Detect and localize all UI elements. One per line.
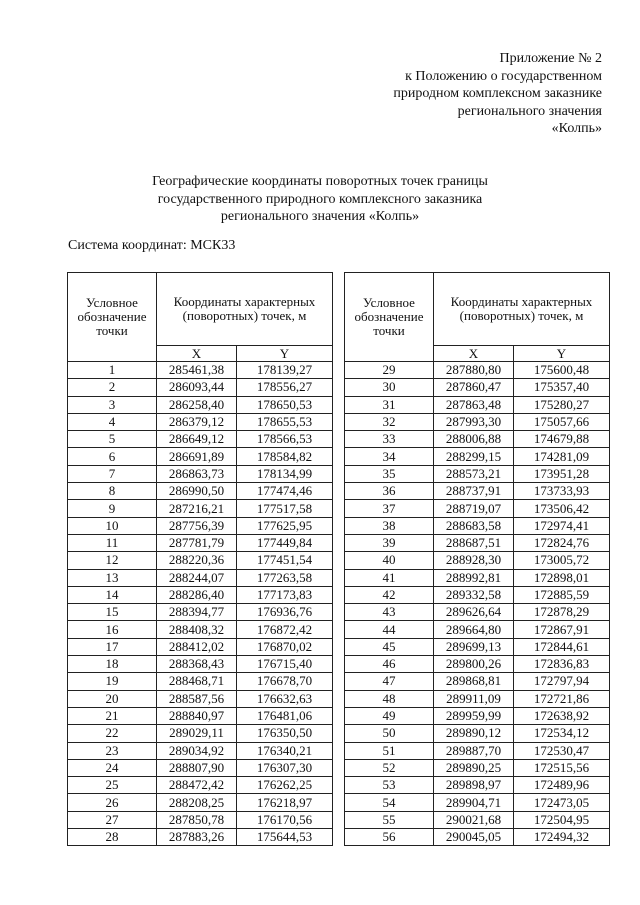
y-coordinate-cell: 176340,21	[237, 742, 333, 759]
point-number-cell: 6	[68, 448, 157, 465]
x-coordinate-cell: 288928,30	[434, 552, 514, 569]
x-coordinate-cell: 289699,13	[434, 638, 514, 655]
appendix-heading	[393, 50, 602, 138]
table-row	[68, 500, 333, 517]
y-coordinate-cell: 172721,86	[514, 690, 610, 707]
x-coordinate-cell: 288468,71	[157, 673, 237, 690]
point-number-cell: 40	[345, 552, 434, 569]
point-number-cell: 27	[68, 811, 157, 828]
y-coordinate-cell: 176350,50	[237, 725, 333, 742]
table-row	[68, 759, 333, 776]
x-coordinate-cell: 288244,07	[157, 569, 237, 586]
y-coordinate-cell: 176872,42	[237, 621, 333, 638]
point-number-cell: 23	[68, 742, 157, 759]
table-row	[345, 794, 610, 811]
point-number-cell: 52	[345, 759, 434, 776]
table-row	[345, 777, 610, 794]
point-number-cell: 9	[68, 500, 157, 517]
table-row	[345, 448, 610, 465]
x-coordinate-cell: 288220,36	[157, 552, 237, 569]
point-number-cell: 5	[68, 431, 157, 448]
table-row	[345, 759, 610, 776]
point-number-cell: 37	[345, 500, 434, 517]
point-number-cell: 32	[345, 413, 434, 430]
x-coordinate-cell: 288992,81	[434, 569, 514, 586]
table-row	[345, 500, 610, 517]
x-coordinate-cell: 287860,47	[434, 379, 514, 396]
point-number-cell: 16	[68, 621, 157, 638]
appendix-line: «Колпь»	[551, 121, 602, 136]
y-coordinate-cell: 176218,97	[237, 794, 333, 811]
y-coordinate-cell: 172797,94	[514, 673, 610, 690]
y-coordinate-cell: 172844,61	[514, 638, 610, 655]
table-row	[68, 777, 333, 794]
appendix-line: к Положению о государственном	[405, 68, 602, 84]
y-coordinate-cell: 172489,96	[514, 777, 610, 794]
x-coordinate-cell: 289029,11	[157, 725, 237, 742]
x-coordinate-cell: 288807,90	[157, 759, 237, 776]
y-coordinate-cell: 173005,72	[514, 552, 610, 569]
table-row	[345, 621, 610, 638]
x-coordinate-cell: 289664,80	[434, 621, 514, 638]
point-number-cell: 49	[345, 707, 434, 724]
y-coordinate-cell: 177451,54	[237, 552, 333, 569]
x-coordinate-cell: 288368,43	[157, 656, 237, 673]
x-coordinate-cell: 288286,40	[157, 586, 237, 603]
x-coordinate-cell: 287216,21	[157, 500, 237, 517]
point-number-cell: 42	[345, 586, 434, 603]
appendix-line: Приложение № 2	[499, 51, 602, 66]
point-number-cell: 33	[345, 431, 434, 448]
table-row	[68, 621, 333, 638]
y-coordinate-cell: 177474,46	[237, 483, 333, 500]
table-row	[345, 656, 610, 673]
point-number-cell: 10	[68, 517, 157, 534]
x-coordinate-cell: 286649,12	[157, 431, 237, 448]
y-coordinate-cell: 178655,53	[237, 413, 333, 430]
table-row	[68, 362, 333, 379]
x-coordinate-cell: 288840,97	[157, 707, 237, 724]
point-number-cell: 1	[68, 362, 157, 379]
coords-column-header: Координаты характерных (поворотных) точек, м	[157, 273, 333, 346]
y-coordinate-cell: 172473,05	[514, 794, 610, 811]
y-coordinate-cell: 172504,95	[514, 811, 610, 828]
x-coordinate-cell: 289959,99	[434, 707, 514, 724]
point-number-cell: 45	[345, 638, 434, 655]
y-coordinate-cell: 172494,32	[514, 829, 610, 846]
appendix-line: природном комплексном заказнике	[393, 86, 602, 101]
point-number-cell: 34	[345, 448, 434, 465]
table-row	[345, 517, 610, 534]
point-number-cell: 44	[345, 621, 434, 638]
y-coordinate-cell: 172515,56	[514, 759, 610, 776]
table-row	[345, 362, 610, 379]
x-coordinate-cell: 289868,81	[434, 673, 514, 690]
table-row	[345, 379, 610, 396]
table-row	[345, 707, 610, 724]
table-row	[345, 604, 610, 621]
point-column-header: Условное обозначение точки	[68, 273, 157, 362]
point-number-cell: 56	[345, 829, 434, 846]
table-row	[68, 586, 333, 603]
y-coordinate-cell: 176170,56	[237, 811, 333, 828]
y-coordinate-cell: 173506,42	[514, 500, 610, 517]
x-coordinate-cell: 288299,15	[434, 448, 514, 465]
table-row	[345, 483, 610, 500]
point-number-cell: 13	[68, 569, 157, 586]
table-row	[345, 829, 610, 846]
table-row	[68, 604, 333, 621]
point-number-cell: 11	[68, 534, 157, 551]
table-row	[68, 379, 333, 396]
x-coordinate-cell: 288573,21	[434, 465, 514, 482]
x-coordinate-cell: 288472,42	[157, 777, 237, 794]
table-row	[68, 690, 333, 707]
x-coordinate-cell: 287781,79	[157, 534, 237, 551]
x-coordinate-cell: 288719,07	[434, 500, 514, 517]
point-number-cell: 43	[345, 604, 434, 621]
point-number-cell: 22	[68, 725, 157, 742]
point-number-cell: 38	[345, 517, 434, 534]
y-coordinate-cell: 175280,27	[514, 396, 610, 413]
point-number-cell: 53	[345, 777, 434, 794]
y-coordinate-cell: 174679,88	[514, 431, 610, 448]
y-coordinate-cell: 177449,84	[237, 534, 333, 551]
y-coordinate-cell: 176870,02	[237, 638, 333, 655]
table-row	[68, 725, 333, 742]
table-row	[68, 707, 333, 724]
table-row	[68, 638, 333, 655]
table-row	[345, 638, 610, 655]
appendix-line: регионального значения	[457, 103, 602, 119]
x-coordinate-cell: 289890,25	[434, 759, 514, 776]
x-coordinate-cell: 286990,50	[157, 483, 237, 500]
x-coordinate-cell: 288683,58	[434, 517, 514, 534]
table-row	[68, 742, 333, 759]
table-row	[68, 811, 333, 828]
table-row	[345, 690, 610, 707]
table-row	[345, 742, 610, 759]
coordinates-table-left	[67, 272, 333, 846]
coordinate-system-label: Система координат: МСК33	[68, 238, 236, 253]
x-coordinate-cell: 289332,58	[434, 586, 514, 603]
y-coordinate-cell: 178566,53	[237, 431, 333, 448]
y-coordinate-cell: 172530,47	[514, 742, 610, 759]
y-coordinate-cell: 176481,06	[237, 707, 333, 724]
x-coordinate-cell: 288208,25	[157, 794, 237, 811]
table-row	[68, 656, 333, 673]
x-coordinate-cell: 289887,70	[434, 742, 514, 759]
table-row	[345, 811, 610, 828]
x-coordinate-cell: 288408,32	[157, 621, 237, 638]
y-coordinate-cell: 176715,40	[237, 656, 333, 673]
y-coordinate-cell: 174281,09	[514, 448, 610, 465]
point-number-cell: 24	[68, 759, 157, 776]
table-row	[345, 673, 610, 690]
table-row	[345, 465, 610, 482]
y-coordinate-cell: 172638,92	[514, 707, 610, 724]
point-number-cell: 14	[68, 586, 157, 603]
x-coordinate-cell: 290021,68	[434, 811, 514, 828]
y-coordinate-cell: 176262,25	[237, 777, 333, 794]
y-coordinate-cell: 175600,48	[514, 362, 610, 379]
x-coordinate-cell: 286093,44	[157, 379, 237, 396]
point-number-cell: 48	[345, 690, 434, 707]
title-line: государственного природного комплексного заказника	[157, 191, 483, 207]
point-number-cell: 41	[345, 569, 434, 586]
y-coordinate-cell: 176936,76	[237, 604, 333, 621]
table-row	[345, 552, 610, 569]
x-coordinate-cell: 290045,05	[434, 829, 514, 846]
table-row	[345, 569, 610, 586]
y-coordinate-cell: 172534,12	[514, 725, 610, 742]
point-number-cell: 36	[345, 483, 434, 500]
y-coordinate-cell: 178556,27	[237, 379, 333, 396]
point-number-cell: 17	[68, 638, 157, 655]
y-coordinate-cell: 177263,58	[237, 569, 333, 586]
point-number-cell: 50	[345, 725, 434, 742]
point-number-cell: 7	[68, 465, 157, 482]
point-column-header: Условное обозначение точки	[345, 273, 434, 362]
y-coordinate-cell: 176632,63	[237, 690, 333, 707]
table-body-right	[345, 362, 610, 846]
table-row	[345, 534, 610, 551]
title-line: регионального значения «Колпь»	[220, 209, 420, 224]
table-row	[345, 431, 610, 448]
x-coordinate-cell: 289626,64	[434, 604, 514, 621]
x-coordinate-cell: 288687,51	[434, 534, 514, 551]
point-number-cell: 47	[345, 673, 434, 690]
table-row	[68, 552, 333, 569]
x-coordinate-cell: 289034,92	[157, 742, 237, 759]
x-column-header: X	[157, 346, 237, 362]
y-coordinate-cell: 177517,58	[237, 500, 333, 517]
table-row	[68, 413, 333, 430]
point-number-cell: 55	[345, 811, 434, 828]
y-coordinate-cell: 172974,41	[514, 517, 610, 534]
x-coordinate-cell: 287880,80	[434, 362, 514, 379]
y-coordinate-cell: 172867,91	[514, 621, 610, 638]
point-number-cell: 2	[68, 379, 157, 396]
y-coordinate-cell: 175644,53	[237, 829, 333, 846]
table-row	[68, 448, 333, 465]
x-coordinate-cell: 288737,91	[434, 483, 514, 500]
coordinates-table-right	[344, 272, 610, 846]
x-coordinate-cell: 286691,89	[157, 448, 237, 465]
x-coordinate-cell: 288587,56	[157, 690, 237, 707]
point-number-cell: 20	[68, 690, 157, 707]
y-coordinate-cell: 176307,30	[237, 759, 333, 776]
table-row	[345, 413, 610, 430]
table-row	[68, 431, 333, 448]
y-column-header: Y	[237, 346, 333, 362]
x-coordinate-cell: 287883,26	[157, 829, 237, 846]
y-coordinate-cell: 177173,83	[237, 586, 333, 603]
point-number-cell: 31	[345, 396, 434, 413]
table-row	[68, 794, 333, 811]
y-column-header: Y	[514, 346, 610, 362]
table-row	[68, 569, 333, 586]
y-coordinate-cell: 173733,93	[514, 483, 610, 500]
point-number-cell: 4	[68, 413, 157, 430]
point-number-cell: 21	[68, 707, 157, 724]
point-number-cell: 35	[345, 465, 434, 482]
table-row	[345, 725, 610, 742]
x-coordinate-cell: 289890,12	[434, 725, 514, 742]
table-row	[68, 673, 333, 690]
point-number-cell: 30	[345, 379, 434, 396]
y-coordinate-cell: 178584,82	[237, 448, 333, 465]
point-number-cell: 29	[345, 362, 434, 379]
x-coordinate-cell: 285461,38	[157, 362, 237, 379]
x-coordinate-cell: 287850,78	[157, 811, 237, 828]
table-row	[68, 534, 333, 551]
y-coordinate-cell: 173951,28	[514, 465, 610, 482]
table-row	[68, 483, 333, 500]
y-coordinate-cell: 177625,95	[237, 517, 333, 534]
y-coordinate-cell: 172898,01	[514, 569, 610, 586]
point-number-cell: 54	[345, 794, 434, 811]
point-number-cell: 12	[68, 552, 157, 569]
point-number-cell: 3	[68, 396, 157, 413]
x-coordinate-cell: 286863,73	[157, 465, 237, 482]
point-number-cell: 18	[68, 656, 157, 673]
x-coordinate-cell: 286379,12	[157, 413, 237, 430]
point-number-cell: 46	[345, 656, 434, 673]
y-coordinate-cell: 178134,99	[237, 465, 333, 482]
y-coordinate-cell: 175057,66	[514, 413, 610, 430]
document-title	[0, 173, 640, 226]
table-row	[68, 465, 333, 482]
x-coordinate-cell: 287863,48	[434, 396, 514, 413]
table-row	[345, 586, 610, 603]
point-number-cell: 28	[68, 829, 157, 846]
y-coordinate-cell: 175357,40	[514, 379, 610, 396]
y-coordinate-cell: 172836,83	[514, 656, 610, 673]
table-row	[68, 517, 333, 534]
x-column-header: X	[434, 346, 514, 362]
x-coordinate-cell: 287993,30	[434, 413, 514, 430]
table-row	[345, 396, 610, 413]
table-body-left	[68, 362, 333, 846]
title-line: Географические координаты поворотных точек границы	[152, 174, 488, 189]
point-number-cell: 39	[345, 534, 434, 551]
y-coordinate-cell: 172878,29	[514, 604, 610, 621]
y-coordinate-cell: 176678,70	[237, 673, 333, 690]
point-number-cell: 8	[68, 483, 157, 500]
point-number-cell: 25	[68, 777, 157, 794]
table-row	[68, 396, 333, 413]
point-number-cell: 15	[68, 604, 157, 621]
y-coordinate-cell: 172885,59	[514, 586, 610, 603]
x-coordinate-cell: 289800,26	[434, 656, 514, 673]
coords-column-header: Координаты характерных (поворотных) точек, м	[434, 273, 610, 346]
x-coordinate-cell: 288412,02	[157, 638, 237, 655]
y-coordinate-cell: 178139,27	[237, 362, 333, 379]
y-coordinate-cell: 172824,76	[514, 534, 610, 551]
x-coordinate-cell: 289904,71	[434, 794, 514, 811]
x-coordinate-cell: 289898,97	[434, 777, 514, 794]
y-coordinate-cell: 178650,53	[237, 396, 333, 413]
x-coordinate-cell: 289911,09	[434, 690, 514, 707]
x-coordinate-cell: 288006,88	[434, 431, 514, 448]
point-number-cell: 51	[345, 742, 434, 759]
table-row	[68, 829, 333, 846]
x-coordinate-cell: 286258,40	[157, 396, 237, 413]
x-coordinate-cell: 288394,77	[157, 604, 237, 621]
x-coordinate-cell: 287756,39	[157, 517, 237, 534]
point-number-cell: 19	[68, 673, 157, 690]
point-number-cell: 26	[68, 794, 157, 811]
